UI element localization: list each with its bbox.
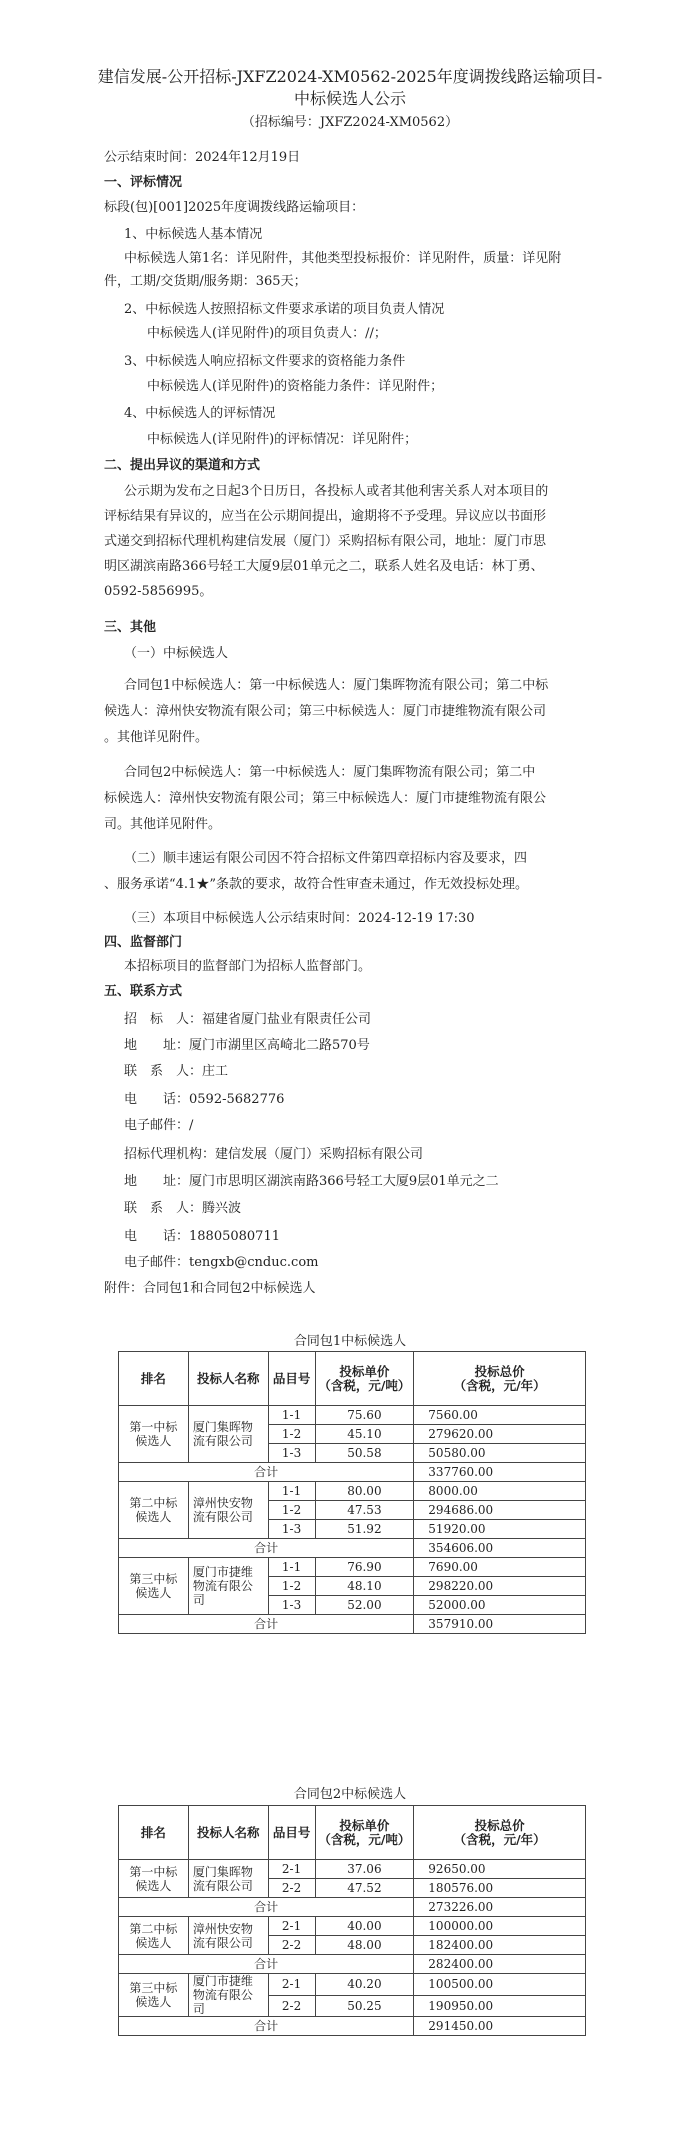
subtotal-value: 291450.00 — [414, 2017, 586, 2036]
table1-caption: 合同包1中标候选人 — [293, 1334, 407, 1349]
table-row — [119, 1917, 586, 1936]
bidder-name-cell: 漳州快安物流有限公司 — [188, 1482, 268, 1539]
sec2-line-1: 公示期为发布之日起3个日历日，各投标人或者其他利害关系人对本项目的 — [124, 484, 549, 499]
item-cell: 1-1 — [268, 1406, 315, 1425]
bidder-name-cell: 漳州快安物流有限公司 — [188, 1917, 268, 1955]
sec3-2-line-2: 、服务承诺“4.1★”条款的要求，故符合性审查未通过，作无效投标处理。 — [104, 877, 528, 892]
subtotal-value: 354606.00 — [414, 1539, 586, 1558]
header-total-price: 投标总价 （含税，元/年） — [414, 1806, 586, 1860]
sec2-line-2: 评标结果有异议的，应当在公示期间提出，逾期将不予受理。异议应以书面形 — [104, 509, 547, 524]
contact-row: 电 话：0592-5682776 — [124, 1092, 285, 1107]
subtotal-row — [119, 1539, 586, 1558]
item-cell: 2-2 — [268, 1995, 315, 2017]
header-item: 品目号 — [268, 1806, 315, 1860]
subtotal-label: 合计 — [119, 2017, 414, 2036]
rank-cell: 第三中标候选人 — [119, 1974, 189, 2017]
contact-row: 地 址：厦门市思明区湖滨南路366号轻工大厦9层01单元之二 — [124, 1174, 499, 1189]
table-row — [119, 1406, 586, 1425]
document-title — [0, 66, 700, 110]
subtotal-row — [119, 1898, 586, 1917]
table2-caption: 合同包2中标候选人 — [293, 1787, 407, 1802]
subtotal-value: 337760.00 — [414, 1463, 586, 1482]
sec3-2-line-1: （二）顺丰速运有限公司因不符合招标文件第四章招标内容及要求，四 — [124, 851, 528, 866]
unit-price-cell: 80.00 — [315, 1482, 414, 1501]
total-price-cell: 50580.00 — [414, 1444, 586, 1463]
s1-2a: 中标候选人(详见附件)的项目负责人：//； — [147, 326, 387, 341]
bidder-name-cell: 厦门市捷维物流有限公司 — [188, 1974, 268, 2017]
unit-price-cell: 40.20 — [315, 1974, 414, 1996]
s1-4a: 中标候选人(详见附件)的评标情况：详见附件； — [147, 432, 418, 447]
subtotal-label: 合计 — [119, 1955, 414, 1974]
table-header-row — [119, 1352, 586, 1406]
bidder-name-cell: 厦门集晖物流有限公司 — [188, 1406, 268, 1463]
item-cell: 1-2 — [268, 1501, 315, 1520]
rank-cell: 第二中标候选人 — [119, 1482, 189, 1539]
unit-price-cell: 48.10 — [315, 1577, 414, 1596]
unit-price-cell: 47.53 — [315, 1501, 414, 1520]
section-4-heading: 四、监督部门 — [104, 935, 183, 950]
unit-price-cell: 37.06 — [315, 1860, 414, 1879]
pkg1-line-1: 合同包1中标候选人：第一中标候选人：厦门集晖物流有限公司；第二中标 — [124, 678, 549, 693]
sec4-text: 本招标项目的监督部门为招标人监督部门。 — [124, 959, 372, 974]
subtotal-value: 273226.00 — [414, 1898, 586, 1917]
item-cell: 2-1 — [268, 1974, 315, 1996]
unit-price-cell: 45.10 — [315, 1425, 414, 1444]
total-price-cell: 100500.00 — [414, 1974, 586, 1996]
item-cell: 1-2 — [268, 1425, 315, 1444]
subtotal-label: 合计 — [119, 1463, 414, 1482]
unit-price-cell: 75.60 — [315, 1406, 414, 1425]
s1-3a: 中标候选人(详见附件)的资格能力条件：详见附件； — [147, 379, 444, 394]
section-3-heading: 三、其他 — [104, 620, 157, 635]
subtotal-label: 合计 — [119, 1898, 414, 1917]
package2-table — [118, 1805, 586, 2036]
lot-line: 标段(包)[001]2025年度调拨线路运输项目： — [104, 200, 365, 215]
unit-price-cell: 51.92 — [315, 1520, 414, 1539]
header-unit-price: 投标单价 （含税，元/吨） — [315, 1806, 414, 1860]
header-name: 投标人名称 — [188, 1806, 268, 1860]
bid-number: （招标编号：JXFZ2024-XM0562） — [241, 115, 459, 130]
item-cell: 1-1 — [268, 1558, 315, 1577]
header-name: 投标人名称 — [188, 1352, 268, 1406]
title-line-1: 建信发展-公开招标-JXFZ2024-XM0562-2025年度调拨线路运输项目- — [97, 67, 603, 86]
pkg1-line-2: 候选人：漳州快安物流有限公司；第三中标候选人：厦门市捷维物流有限公司 — [104, 704, 547, 719]
subtotal-row — [119, 2017, 586, 2036]
rank-cell: 第一中标候选人 — [119, 1860, 189, 1898]
email-link[interactable]: tengxb@cnduc.com — [189, 1255, 319, 1270]
package1-body — [119, 1406, 586, 1634]
total-price-cell: 7560.00 — [414, 1406, 586, 1425]
title-line-2: 中标候选人公示 — [293, 89, 406, 108]
contact-row: 电子邮件：tengxb@cnduc.com — [124, 1255, 319, 1270]
subtotal-row — [119, 1955, 586, 1974]
total-price-cell: 294686.00 — [414, 1501, 586, 1520]
table-row — [119, 1558, 586, 1577]
unit-price-cell: 52.00 — [315, 1596, 414, 1615]
unit-price-cell: 48.00 — [315, 1936, 414, 1955]
subtotal-label: 合计 — [119, 1539, 414, 1558]
sec3-3: （三）本项目中标候选人公示结束时间：2024-12-19 17:30 — [124, 911, 475, 926]
pkg2-line-1: 合同包2中标候选人：第一中标候选人：厦门集晖物流有限公司；第二中 — [124, 765, 536, 780]
total-price-cell: 182400.00 — [414, 1936, 586, 1955]
item-cell: 1-2 — [268, 1577, 315, 1596]
table-row — [119, 1974, 586, 1996]
attachment-note: 附件：合同包1和合同包2中标候选人 — [104, 1281, 316, 1296]
item-cell: 2-1 — [268, 1860, 315, 1879]
s1-2: 2、中标候选人按照招标文件要求承诺的项目负责人情况 — [124, 302, 445, 317]
subtotal-label: 合计 — [119, 1615, 414, 1634]
total-price-cell: 8000.00 — [414, 1482, 586, 1501]
contact-row: 招标代理机构：建信发展（厦门）采购招标有限公司 — [124, 1147, 424, 1162]
header-unit-price: 投标单价 （含税，元/吨） — [315, 1352, 414, 1406]
sec2-line-4: 明区湖滨南路366号轻工大厦9层01单元之二，联系人姓名及电话：林丁勇、 — [104, 559, 544, 574]
s1-3: 3、中标候选人响应招标文件要求的资格能力条件 — [124, 354, 406, 369]
subtotal-row — [119, 1615, 586, 1634]
total-price-cell: 92650.00 — [414, 1860, 586, 1879]
pkg1-line-3: 。其他详见附件。 — [104, 730, 209, 745]
total-price-cell: 298220.00 — [414, 1577, 586, 1596]
s1-4: 4、中标候选人的评标情况 — [124, 406, 276, 421]
contact-row: 电子邮件：/ — [124, 1118, 194, 1133]
rank-cell: 第三中标候选人 — [119, 1558, 189, 1615]
header-item: 品目号 — [268, 1352, 315, 1406]
unit-price-cell: 47.52 — [315, 1879, 414, 1898]
total-price-cell: 52000.00 — [414, 1596, 586, 1615]
sec3-1: （一）中标候选人 — [124, 646, 229, 661]
unit-price-cell: 76.90 — [315, 1558, 414, 1577]
bidder-name-cell: 厦门集晖物流有限公司 — [188, 1860, 268, 1898]
item-cell: 1-1 — [268, 1482, 315, 1501]
section-5-heading: 五、联系方式 — [104, 984, 183, 999]
item-cell: 1-3 — [268, 1596, 315, 1615]
rank-cell: 第二中标候选人 — [119, 1917, 189, 1955]
subtotal-value: 282400.00 — [414, 1955, 586, 1974]
item-cell: 2-2 — [268, 1936, 315, 1955]
contact-row: 联 系 人：腾兴波 — [124, 1201, 242, 1216]
s1-1a: 中标候选人第1名：详见附件，其他类型投标报价：详见附件，质量：详见附 — [124, 251, 562, 266]
contact-row: 联 系 人：庄工 — [124, 1064, 229, 1079]
pkg2-line-3: 司。其他详见附件。 — [104, 817, 222, 832]
total-price-cell: 180576.00 — [414, 1879, 586, 1898]
total-price-cell: 279620.00 — [414, 1425, 586, 1444]
table-row — [119, 1482, 586, 1501]
table-header-row — [119, 1806, 586, 1860]
subtotal-row — [119, 1463, 586, 1482]
bidder-name-cell: 厦门市捷维物流有限公司 — [188, 1558, 268, 1615]
unit-price-cell: 50.58 — [315, 1444, 414, 1463]
package2-body — [119, 1860, 586, 2036]
item-cell: 2-1 — [268, 1917, 315, 1936]
total-price-cell: 100000.00 — [414, 1917, 586, 1936]
s1-1b: 件，工期/交货期/服务期：365天； — [104, 274, 307, 289]
total-price-cell: 7690.00 — [414, 1558, 586, 1577]
item-cell: 1-3 — [268, 1520, 315, 1539]
table-row — [119, 1860, 586, 1879]
contact-row: 地 址：厦门市湖里区高崎北二路570号 — [124, 1038, 370, 1053]
total-price-cell: 190950.00 — [414, 1995, 586, 2017]
contact-row: 招 标 人：福建省厦门盐业有限责任公司 — [124, 1012, 372, 1027]
total-price-cell: 51920.00 — [414, 1520, 586, 1539]
sec2-line-3: 式递交到招标代理机构建信发展（厦门）采购招标有限公司，地址：厦门市思 — [104, 534, 547, 549]
rank-cell: 第一中标候选人 — [119, 1406, 189, 1463]
sec2-line-5: 0592-5856995。 — [104, 584, 213, 599]
package1-table — [118, 1351, 586, 1634]
unit-price-cell: 50.25 — [315, 1995, 414, 2017]
pkg2-line-2: 标候选人：漳州快安物流有限公司；第三中标候选人：厦门市捷维物流有限公 — [104, 791, 547, 806]
header-rank: 排名 — [119, 1806, 189, 1860]
item-cell: 2-2 — [268, 1879, 315, 1898]
section-1-heading: 一、评标情况 — [104, 175, 183, 190]
s1-1: 1、中标候选人基本情况 — [124, 227, 263, 242]
unit-price-cell: 40.00 — [315, 1917, 414, 1936]
item-cell: 1-3 — [268, 1444, 315, 1463]
header-total-price: 投标总价 （含税，元/年） — [414, 1352, 586, 1406]
contact-row: 电 话：18805080711 — [124, 1229, 280, 1244]
header-rank: 排名 — [119, 1352, 189, 1406]
subtotal-value: 357910.00 — [414, 1615, 586, 1634]
section-2-heading: 二、提出异议的渠道和方式 — [104, 458, 261, 473]
end-time: 公示结束时间：2024年12月19日 — [104, 150, 301, 165]
